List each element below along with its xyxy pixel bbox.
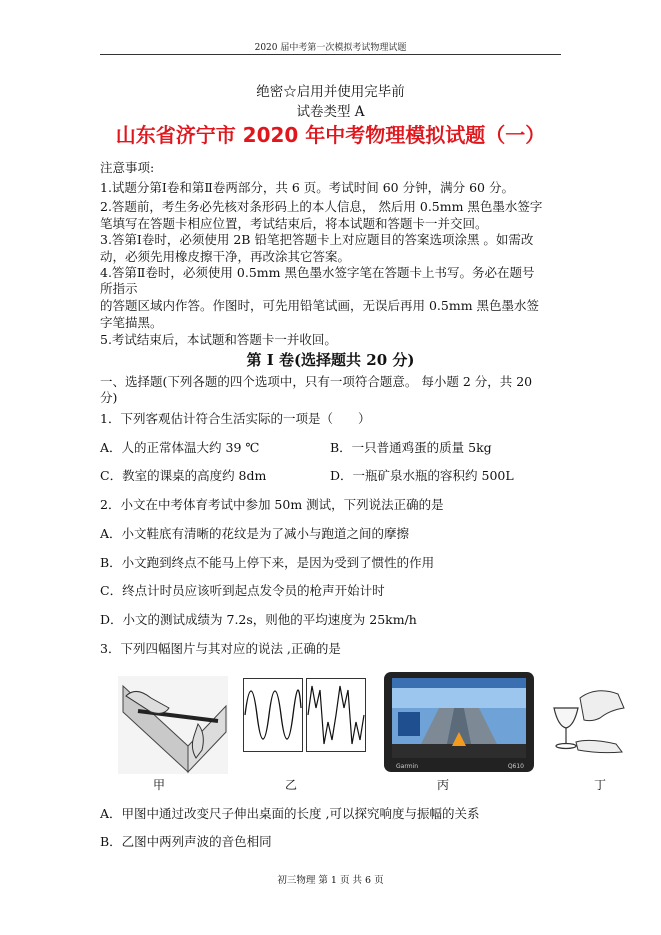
section-title: 第 I 卷(选择题共 20 分) <box>246 351 415 369</box>
figure-ding-wine-glass <box>546 678 626 758</box>
page-footer: 初三物理 第 1 页 共 6 页 <box>277 875 384 886</box>
note-line: 所指示 <box>100 281 138 296</box>
caption-yi: 乙 <box>285 778 298 792</box>
gps-model-label: Q610 <box>507 763 524 770</box>
q1-option-a: A．人的正常体温大约 39 ℃ <box>100 440 260 455</box>
q1-option-c: C．教室的课桌的高度约 8dm <box>100 468 267 483</box>
q3-option-a: A．甲图中通过改变尺子伸出桌面的长度 ,可以探究响度与振幅的关系 <box>100 806 480 821</box>
note-line: 笔填写在答题卡相应位置，考试结束后，将本试题和答题卡一并交回。 <box>100 216 488 231</box>
figure-jia-ruler <box>118 676 228 774</box>
q1-option-b: B．一只普通鸡蛋的质量 5kg <box>330 440 492 455</box>
q2-stem: 2．小文在中考体育考试中参加 50m 测试，下列说法正确的是 <box>100 497 444 512</box>
gps-brand-label: Garmin <box>396 763 419 770</box>
note-line: 5.考试结束后，本试题和答题卡一并收回。 <box>100 332 337 347</box>
q2-option-d: D．小文的测试成绩为 7.2s，则他的平均速度为 25km/h <box>100 612 417 627</box>
section-desc: 一、选择题(下列各题的四个选项中，只有一项符合题意。 每小题 2 分，共 20 <box>100 374 533 389</box>
note-line: 3.答第Ⅰ卷时，必须使用 2B 铅笔把答题卡上对应题目的答案选项涂黑 。如需改 <box>100 232 534 247</box>
caption-bing: 丙 <box>437 778 450 792</box>
exam-title: 山东省济宁市 2020 年中考物理模拟试题（一） <box>115 123 546 147</box>
note-line: 动，必须先用橡皮擦干净，再改涂其它答案。 <box>100 249 351 264</box>
figure-yi-waveform-2 <box>306 678 366 752</box>
q2-option-b: B．小文跑到终点不能马上停下来，是因为受到了惯性的作用 <box>100 555 435 570</box>
q3-option-b: B．乙图中两列声波的音色相同 <box>100 834 272 849</box>
note-line: 2.答题前，考生务必先核对条形码上的本人信息， 然后用 0.5mm 黑色墨水签字 <box>100 199 543 214</box>
paper-type: 试卷类型 A <box>296 104 365 120</box>
note-line: 4.答第Ⅱ卷时，必须使用 0.5mm 黑色墨水签字笔在答题卡上书写。务必在题号 <box>100 265 535 280</box>
figure-bing-gps <box>384 672 534 772</box>
caption-ding: 丁 <box>594 778 607 792</box>
q1-option-d: D．一瓶矿泉水瓶的容积约 500L <box>330 468 514 483</box>
page-header: 2020 届中考第一次模拟考试物理试题 <box>254 43 407 53</box>
note-line: 1.试题分第Ⅰ卷和第Ⅱ卷两部分，共 6 页。考试时间 60 分钟，满分 60 分。 <box>100 180 514 195</box>
q2-option-c: C．终点计时员应该听到起点发令员的枪声开始计时 <box>100 583 385 598</box>
header-rule <box>100 54 561 55</box>
q3-stem: 3．下列四幅图片与其对应的说法 ,正确的是 <box>100 641 341 656</box>
q1-stem: 1．下列客观估计符合生活实际的一项是（ ） <box>100 411 371 426</box>
figure-yi-waveform-1 <box>243 678 303 752</box>
note-line: 的答题区域内作答。作图时，可先用铅笔试画，无误后再用 0.5mm 黑色墨水签 <box>100 298 540 313</box>
note-line: 字笔描黑。 <box>100 315 163 330</box>
notes-heading: 注意事项: <box>100 160 155 175</box>
q2-option-a: A．小文鞋底有清晰的花纹是为了减小与跑道之间的摩擦 <box>100 526 410 541</box>
section-desc: 分) <box>100 390 118 405</box>
confidential-note: 绝密☆启用并使用完毕前 <box>256 84 405 100</box>
caption-jia: 甲 <box>153 778 166 792</box>
